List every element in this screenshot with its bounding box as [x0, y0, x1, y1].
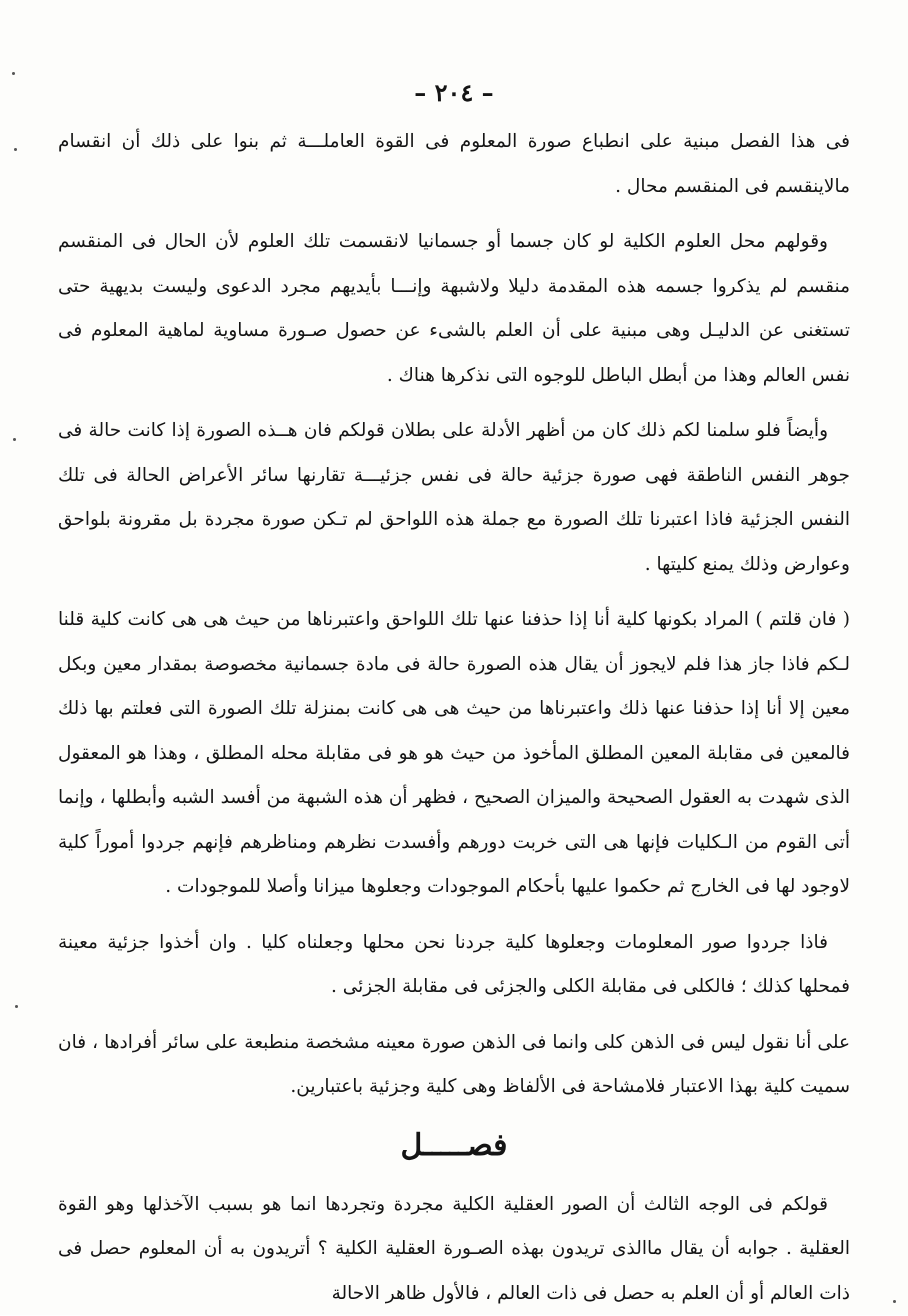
paragraph-6: على أنا نقول ليس فى الذهن كلى وانما فى الذهن صورة معينه مشخصة منطبعة على سائر أفرادها ، فان سميت كلية بهذا الاعتبار فلامشاحة فى الألفاظ وهى كلية وجزئية باعتبارين. — [58, 1021, 850, 1110]
section-paragraph: قولكم فى الوجه الثالث أن الصور العقلية الكلية مجردة وتجردها انما هو بسبب الآخذلها وهو القوة العقلية . جوابه أن يقال ماالذى تريدون بهذه الصـورة العقلية الكلية ؟ أتريدون به أن المعلوم حصل فى ذات العالم أو أن العلم به حصل فى ذات العالم ، فالأول ظاهر الاحالة — [58, 1183, 850, 1316]
margin-speck — [12, 72, 15, 75]
page-body — [58, 120, 850, 1316]
margin-speck — [15, 1005, 18, 1008]
paragraph-2: وقولهم محل العلوم الكلية لو كان جسما أو جسمانيا لانقسمت تلك العلوم لأن الحال فى المنقسم منقسم لم يذكروا جسمه هذه المقدمة دليلا ولاشبهة وإنـــا بأيديهم مجرد الدعوى وليست بديهية حتى تستغنى عن الدليـل وهى مبنية على أن العلم بالشىء عن حصول صـورة مساوية لماهية المعلوم فى نفس العالم وهذا من أبطل الباطل للوجوه التى نذكرها هناك . — [58, 220, 850, 398]
page-number: – ٢٠٤ – — [0, 78, 908, 107]
margin-speck — [893, 1300, 896, 1303]
margin-speck — [13, 438, 16, 441]
margin-speck — [14, 148, 17, 151]
paragraph-3: وأيضاً فلو سلمنا لكم ذلك كان من أظهر الأدلة على بطلان قولكم فان هــذه الصورة إذا كانت حالة فى جوهر النفس الناطقة فهى صورة جزئية حالة فى نفس جزئيـــة تقارنها سائر الأعراض الحالة فى تلك النفس الجزئية فاذا اعتبرنا تلك الصورة مع جملة هذه اللواحق لم تـكن صورة مجردة بل مقرونة بلواحق وعوارض وذلك يمنع كليتها . — [58, 409, 850, 587]
paragraph-1: فى هذا الفصل مبنية على انطباع صورة المعلوم فى القوة العاملـــة ثم بنوا على ذلك أن انقسام مالاينقسم فى المنقسم محال . — [58, 120, 850, 209]
section-heading: فصـــــل — [58, 1121, 850, 1171]
paragraph-4: ( فان قلتم ) المراد بكونها كلية أنا إذا حذفنا عنها تلك اللواحق واعتبرناها من حيث هى هى كانت كلية قلنا لـكم فاذا جاز هذا فلم لايجوز أن يقال هذه الصورة حالة فى مادة جسمانية مخصوصة بمقدار معين وبكل معين إلا أنا إذا حذفنا عنها ذلك واعتبرناها من حيث هى هى كانت بمنزلة تلك الصورة التى فعلتم بها ذلك فالمعين فى مقابلة المعين المطلق المأخوذ من حيث هو هو فى مقابلة محله المطلق ، وهذا هو المعقول الذى شهدت به العقول الصحيحة والميزان الصحيح ، فظهر أن هذه الشبهة من أفسد الشبه وأبطلها ، وإنما أتى القوم من الـكليات فإنها هى التى خربت دورهم وأفسدت نظرهم ومناظرهم فإنهم جردوا أموراً كلية لاوجود لها فى الخارج ثم حكموا عليها بأحكام الموجودات وجعلوها ميزانا وأصلا للموجودات . — [58, 598, 850, 910]
paragraph-5: فاذا جردوا صور المعلومات وجعلوها كلية جردنا نحن محلها وجعلناه كليا . وان أخذوا جزئية معينة فمحلها كذلك ؛ فالكلى فى مقابلة الكلى والجزئى فى مقابلة الجزئى . — [58, 921, 850, 1010]
